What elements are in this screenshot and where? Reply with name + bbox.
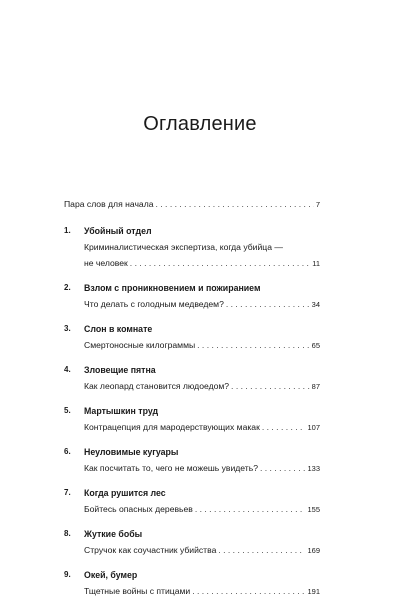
leader-dots (156, 196, 314, 212)
chapter-number: 7. (64, 488, 71, 497)
leader-dots (218, 542, 305, 558)
chapter-subtitle-row (84, 419, 320, 436)
chapter-heading: Мартышкин труд (84, 406, 159, 416)
page-number: 34 (311, 300, 320, 309)
chapter-number: 9. (64, 570, 71, 579)
toc-chapter-5 (64, 403, 320, 436)
chapter-subtitle-row (84, 542, 320, 559)
chapter-subtitle-line: Криминалистическая экспертиза, когда убийца — (84, 242, 283, 252)
chapter-subtitle: Стручок как соучастник убийства (84, 545, 217, 555)
chapter-subtitle: Тщетные войны с птицами (84, 586, 191, 596)
chapter-subtitle-row (84, 296, 320, 313)
chapter-heading: Жуткие бобы (84, 529, 143, 539)
leader-dots (260, 460, 305, 476)
leader-dots (195, 501, 306, 517)
toc-chapter-3 (64, 321, 320, 354)
page-number: 191 (307, 587, 320, 596)
page-number: 155 (307, 505, 320, 514)
toc-chapter-4 (64, 362, 320, 395)
table-of-contents (64, 196, 320, 608)
chapter-subtitle: Смертоносные килограммы (84, 340, 196, 350)
chapter-heading: Слон в комнате (84, 324, 153, 334)
chapter-heading: Зловещие пятна (84, 365, 156, 375)
leader-dots (192, 583, 305, 599)
page-number: 65 (311, 341, 320, 350)
chapter-heading: Окей, бумер (84, 570, 138, 580)
chapter-subtitle-row (84, 378, 320, 395)
leader-dots (197, 337, 310, 353)
toc-chapter-2 (64, 280, 320, 313)
toc-chapter-7 (64, 485, 320, 518)
leader-dots (226, 296, 310, 312)
toc-entry-intro (64, 196, 320, 213)
chapter-subtitle-row (84, 460, 320, 477)
chapter-subtitle: Что делать с голодным медведем? (84, 299, 224, 309)
page-number: 107 (307, 423, 320, 432)
chapter-subtitle-row (84, 501, 320, 518)
chapter-subtitle-row (84, 583, 320, 600)
chapter-heading: Когда рушится лес (84, 488, 166, 498)
page-number: 133 (307, 464, 320, 473)
chapter-number: 5. (64, 406, 71, 415)
chapter-subtitle: Контрацепция для мародерствующих макак (84, 422, 260, 432)
chapter-number: 6. (64, 447, 71, 456)
chapter-subtitle: Бойтесь опасных деревьев (84, 504, 193, 514)
chapter-subtitle-row (84, 337, 320, 354)
leader-dots (262, 419, 306, 435)
chapter-number: 2. (64, 283, 71, 292)
chapter-heading: Взлом с проникновением и пожиранием (84, 283, 261, 293)
chapter-number: 3. (64, 324, 71, 333)
chapter-subtitle-row (84, 255, 320, 272)
toc-chapter-9 (64, 567, 320, 600)
toc-chapter-1 (64, 223, 320, 272)
toc-chapter-6 (64, 444, 320, 477)
page-number: 11 (312, 259, 320, 268)
toc-entry-label: Пара слов для начала (64, 199, 154, 209)
chapter-subtitle: Как посчитать то, чего не можешь увидеть? (84, 463, 258, 473)
page-number: 7 (315, 200, 320, 209)
toc-chapter-8 (64, 526, 320, 559)
chapter-subtitle: не человек (84, 258, 128, 268)
page-title: Оглавление (143, 113, 257, 135)
page-number: 169 (307, 546, 320, 555)
leader-dots (130, 255, 310, 271)
leader-dots (231, 378, 310, 394)
chapter-number: 8. (64, 529, 71, 538)
chapter-number: 4. (64, 365, 71, 374)
chapter-number: 1. (64, 226, 71, 235)
page-number: 87 (311, 382, 320, 391)
chapter-heading: Убойный отдел (84, 226, 152, 236)
chapter-heading: Неуловимые кугуары (84, 447, 179, 457)
chapter-subtitle: Как леопард становится людоедом? (84, 381, 230, 391)
